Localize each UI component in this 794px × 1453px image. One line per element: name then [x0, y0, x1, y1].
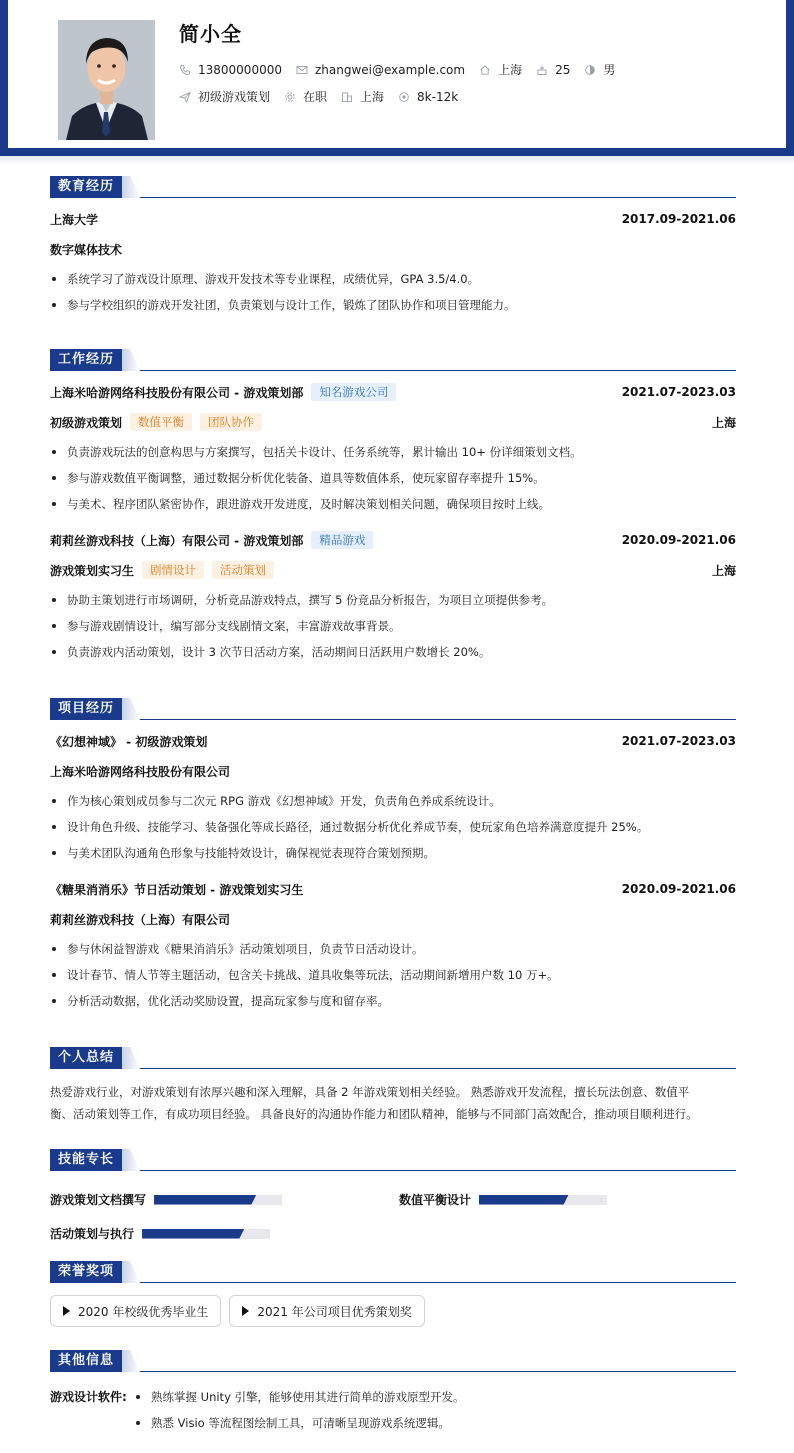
- location-info: [479, 61, 522, 78]
- job-bullets: [50, 439, 736, 517]
- list-item: 与美术团队沟通角色形象与技能特效设计，确保视觉表现符合策划预期。: [50, 840, 736, 866]
- major-name: 数字媒体技术: [50, 242, 123, 257]
- triangle-right-icon: [63, 1306, 70, 1316]
- list-item: 系统学习了游戏设计原理、游戏开发技术等专业课程，成绩优异，GPA 3.5/4.0。: [50, 266, 736, 292]
- education-bullets: [50, 266, 736, 318]
- list-item: 参与游戏剧情设计，编写部分支线剧情文案，丰富游戏故事背景。: [50, 613, 736, 639]
- email-address: zhangwei@example.com: [314, 62, 466, 77]
- award-chip: [229, 1295, 424, 1327]
- list-item: 协助主策划进行市场调研，分析竞品游戏特点，撰写 5 份竞品分析报告，为项目立项提供参考。: [50, 587, 736, 613]
- company-name: 莉莉丝游戏科技（上海）有限公司 - 游戏策划部: [50, 533, 304, 548]
- job-company-row: [50, 377, 736, 407]
- skill-bar-fill: [154, 1195, 256, 1205]
- section-title: 技能专长: [50, 1149, 122, 1171]
- skills-header: [50, 1149, 736, 1171]
- list-item: 熟练掌握 Unity 引擎，能够使用其进行简单的游戏原型开发。: [134, 1384, 736, 1410]
- status-text: 在职: [303, 90, 328, 104]
- section-title-tail: [122, 1350, 140, 1372]
- other-label: 游戏设计软件:: [50, 1390, 127, 1404]
- other-section: [50, 1350, 736, 1436]
- section-title-tail: [122, 1047, 140, 1069]
- salary-info: [398, 90, 458, 104]
- summary-text: [50, 1081, 736, 1125]
- skill-name: 活动策划与执行: [50, 1227, 135, 1241]
- role-tag: 团队协作: [200, 413, 262, 431]
- building-icon: [341, 91, 353, 103]
- phone-icon: [179, 64, 191, 76]
- education-period: 2017.09-2021.06: [621, 212, 736, 226]
- list-item: 分析活动数据，优化活动奖励设置，提高玩家参与度和留存率。: [50, 988, 736, 1014]
- projects-header: [50, 698, 736, 720]
- status-info: [284, 88, 327, 105]
- header-frame-bottom: [0, 148, 794, 156]
- company-name: 上海米哈游网络科技股份有限公司 - 游戏策划部: [50, 385, 304, 400]
- location-text: 上海: [498, 63, 523, 77]
- contact-row: [179, 61, 629, 78]
- list-item: 参与休闲益智游戏《糖果消消乐》活动策划项目，负责节日活动设计。: [50, 936, 736, 962]
- education-major-row: [50, 234, 736, 264]
- skill-bar: [142, 1229, 270, 1239]
- project-bullets: [50, 788, 736, 866]
- job-role: 游戏策划实习生: [50, 563, 135, 578]
- list-item: 设计春节、情人节等主题活动，包含关卡挑战、道具收集等玩法，活动期间新增用户数 10 万+。: [50, 962, 736, 988]
- job-company-row: [50, 525, 736, 555]
- gender-info: [584, 61, 615, 78]
- project-name: 《糖果消消乐》节日活动策划 - 游戏策划实习生: [50, 882, 304, 897]
- list-item: 与美术、程序团队紧密协作，跟进游戏开发进度，及时解决策划相关问题，确保项目按时上线。: [50, 491, 736, 517]
- section-title: 荣誉奖项: [50, 1261, 122, 1283]
- project-title-row: [50, 726, 736, 756]
- cake-icon: [536, 64, 548, 76]
- header-frame-right: [786, 0, 794, 156]
- skill-bar: [479, 1195, 607, 1205]
- list-item: 参与学校组织的游戏开发社团，负责策划与设计工作，锻炼了团队协作和项目管理能力。: [50, 292, 736, 318]
- list-item: 作为核心策划成员参与二次元 RPG 游戏《幻想神域》开发，负责角色养成系统设计。: [50, 788, 736, 814]
- list-item: 设计角色升级、技能学习、装备强化等成长路径，通过数据分析优化养成节奏，使玩家角色培养满意度提升 25%。: [50, 814, 736, 840]
- list-item: 熟悉 Visio 等流程图绘制工具，可清晰呈现游戏系统逻辑。: [134, 1410, 736, 1436]
- job-role-row: [50, 407, 736, 437]
- salary-text: 8k-12k: [417, 89, 459, 104]
- gender-text: 男: [603, 63, 616, 77]
- skill-name: 数值平衡设计: [399, 1193, 472, 1207]
- job-intent-row: [179, 88, 472, 105]
- education-header: [50, 176, 736, 198]
- skill-bar: [154, 1195, 282, 1205]
- section-title: 教育经历: [50, 176, 122, 198]
- section-title: 工作经历: [50, 349, 122, 371]
- candidate-name: 简小全: [179, 22, 242, 46]
- role-tag: 剧情设计: [142, 561, 204, 579]
- mail-icon: [296, 64, 308, 76]
- target-city-info: [341, 88, 384, 105]
- award-label: 2021 年公司项目优秀策划奖: [257, 1304, 412, 1319]
- skill-bar-fill: [142, 1229, 244, 1239]
- list-item: 参与游戏数值平衡调整，通过数据分析优化装备、道具等数值体系，使玩家留存率提升 15%。: [50, 465, 736, 491]
- other-content: [50, 1384, 736, 1436]
- header-shadow: [0, 156, 794, 164]
- skills-list: [50, 1183, 736, 1253]
- header-frame-left: [0, 0, 8, 156]
- summary-header: [50, 1047, 736, 1069]
- project-period: 2021.07-2023.03: [621, 734, 736, 748]
- summary-line: 热爱游戏行业，对游戏策划有浓厚兴趣和深入理解，具备 2 年游戏策划相关经验。 熟悉游戏开发流程，擅长玩法创意、数值平: [50, 1085, 690, 1099]
- awards-list: [50, 1295, 736, 1327]
- job-bullets: [50, 587, 736, 665]
- target-role-info: [179, 88, 270, 105]
- role-tag: 数值平衡: [130, 413, 192, 431]
- triangle-right-icon: [242, 1306, 249, 1316]
- coin-icon: [398, 91, 410, 103]
- skill-item: [399, 1191, 607, 1208]
- profile-photo: [58, 20, 155, 140]
- award-label: 2020 年校级优秀毕业生: [78, 1304, 209, 1319]
- section-title-tail: [122, 349, 140, 371]
- skill-item: [50, 1191, 282, 1208]
- company-tag: 精品游戏: [311, 531, 373, 549]
- section-title-tail: [122, 698, 140, 720]
- work-header: [50, 349, 736, 371]
- summary-line: 衡、活动策划等工作，有成功项目经验。 具备良好的沟通协作能力和团队精神，能够与不同部门高效配合，推动项目顺利进行。: [50, 1107, 698, 1121]
- job-role-row: [50, 555, 736, 585]
- projects-section: [50, 698, 736, 1014]
- phone-number: 13800000000: [198, 62, 282, 77]
- age-text: 25: [555, 62, 571, 77]
- other-bullets: [134, 1384, 736, 1436]
- company-tag: 知名游戏公司: [311, 383, 396, 401]
- send-icon: [179, 91, 191, 103]
- job-city: 上海: [711, 563, 736, 578]
- list-item: 负责游戏内活动策划，设计 3 次节日活动方案，活动期间日活跃用户数增长 20%。: [50, 639, 736, 665]
- gender-icon: [584, 64, 596, 76]
- education-section: [50, 176, 736, 318]
- target-role-text: 初级游戏策划: [198, 90, 271, 104]
- skills-section: [50, 1149, 736, 1253]
- school-name: 上海大学: [50, 212, 99, 227]
- section-title: 个人总结: [50, 1047, 122, 1069]
- skill-bar-fill: [479, 1195, 569, 1205]
- project-org-row: [50, 756, 736, 786]
- section-title: 项目经历: [50, 698, 122, 720]
- section-title-tail: [122, 1149, 140, 1171]
- email-info: [296, 63, 465, 77]
- award-chip: [50, 1295, 221, 1327]
- role-tag: 活动策划: [212, 561, 274, 579]
- age-info: [536, 63, 570, 77]
- phone-info: [179, 63, 282, 77]
- education-school-row: [50, 204, 736, 234]
- project-org: 莉莉丝游戏科技（上海）有限公司: [50, 912, 231, 927]
- job-period: 2021.07-2023.03: [621, 385, 736, 399]
- list-item: 负责游戏玩法的创意构思与方案撰写，包括关卡设计、任务系统等，累计输出 10+ 份详细策划文档。: [50, 439, 736, 465]
- job-period: 2020.09-2021.06: [621, 533, 736, 547]
- work-section: [50, 349, 736, 665]
- other-header: [50, 1350, 736, 1372]
- project-bullets: [50, 936, 736, 1014]
- project-org-row: [50, 904, 736, 934]
- section-title-tail: [122, 176, 140, 198]
- job-role: 初级游戏策划: [50, 415, 123, 430]
- project-org: 上海米哈游网络科技股份有限公司: [50, 764, 231, 779]
- project-period: 2020.09-2021.06: [621, 882, 736, 896]
- target-city-text: 上海: [360, 90, 385, 104]
- gear-icon: [284, 91, 296, 103]
- project-title-row: [50, 874, 736, 904]
- project-name: 《幻想神域》 - 初级游戏策划: [50, 734, 208, 749]
- awards-header: [50, 1261, 736, 1283]
- summary-section: [50, 1047, 736, 1125]
- skill-name: 游戏策划文档撰写: [50, 1193, 147, 1207]
- section-title-tail: [122, 1261, 140, 1283]
- section-title: 其他信息: [50, 1350, 122, 1372]
- home-icon: [479, 64, 491, 76]
- awards-section: [50, 1261, 736, 1327]
- skill-item: [50, 1225, 270, 1242]
- job-city: 上海: [711, 415, 736, 430]
